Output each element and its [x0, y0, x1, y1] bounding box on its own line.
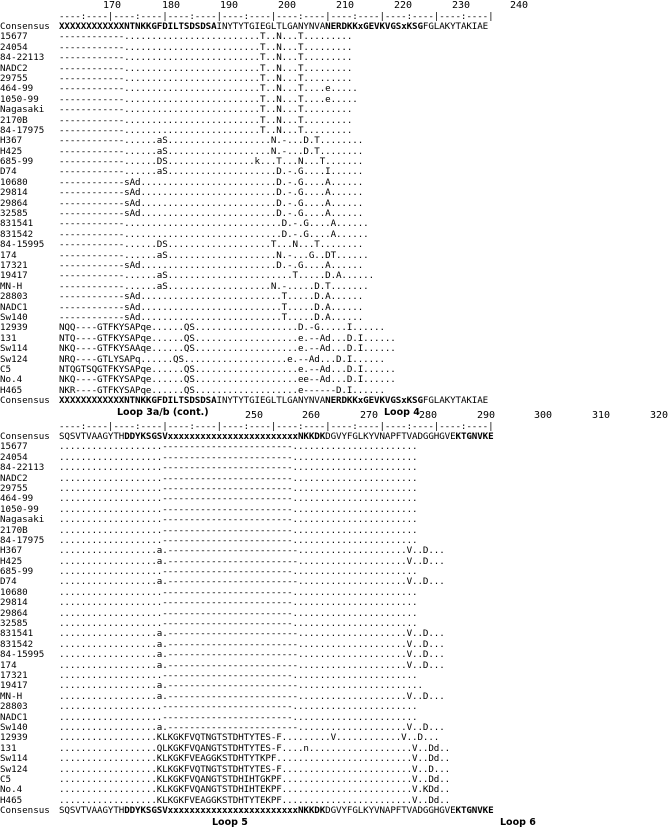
sequence-name: 24054 — [0, 41, 28, 53]
loop-label: Loop 3a/b (cont.) — [117, 407, 209, 419]
sequence-name: 2170B — [0, 524, 28, 536]
sequence-residues: ------------.............................D.-.G....A...... — [59, 218, 369, 230]
ruler-label: 280 — [418, 410, 438, 421]
sequence-row — [0, 292, 536, 302]
sequence-residues: ..................KLKGKFVQTNGTSTDHTYTES-F........................V..D... — [59, 763, 451, 775]
sequence-name: H425 — [0, 145, 23, 157]
sequence-name: 685-99 — [0, 566, 34, 578]
sequence-residues: ..................QLKGKFVQANGTSTDHTYTES-F....n...................V..Dd.. — [59, 742, 451, 754]
sequence-name: Sw124 — [0, 763, 28, 775]
sequence-residues: ------------.........................T..N...T......... — [59, 52, 353, 64]
sequence-residues: ...................------------------------....................... — [59, 534, 418, 546]
sequence-residues: ------------.........................T..N...T......... — [59, 31, 353, 43]
sequence-name: No.4 — [0, 784, 23, 796]
sequence-residues: ..................KLKGKFVQTNGTSTDHTYTES-F.........V............V..D... — [59, 732, 440, 744]
sequence-name: NADC2 — [0, 472, 28, 484]
sequence-rows — [0, 32, 536, 396]
sequence-residues: ..................a.------------------------....................V..D... — [59, 721, 445, 733]
loop-label: Loop 4 — [384, 407, 420, 419]
ruler-label: 170 — [102, 0, 122, 11]
sequence-name: 32585 — [0, 208, 28, 220]
sequence-residues: NKR----GTFKYSAPqe......QS...................e------D.I...... — [59, 384, 385, 396]
sequence-name: 831542 — [0, 638, 34, 650]
sequence-residues: ...................------------------------....................... — [59, 701, 418, 713]
ruler-label: 250 — [244, 410, 264, 421]
sequence-name: 84-17975 — [0, 534, 45, 546]
sequence-residues: ------------.........................T..N...T......... — [59, 104, 353, 116]
sequence-row — [0, 344, 536, 354]
tick-line: ----:----|----:----|----:----|----:----|----:----|----:----|----:----|----:----| — [59, 11, 494, 22]
sequence-name: MN-H — [0, 280, 23, 292]
sequence-name: Nagasaki — [0, 514, 45, 526]
sequence-name: Sw114 — [0, 753, 28, 765]
consensus-row — [0, 806, 536, 816]
sequence-residues: ------------......aS...................N.-...D.T........ — [59, 135, 364, 147]
sequence-residues: ..................KLKGKFVQANGTSTDHIHTGKPF........................V..Dd.. — [59, 773, 451, 785]
sequence-name: H465 — [0, 384, 23, 396]
sequence-residues: ...................------------------------....................... — [59, 566, 418, 578]
sequence-name: 12939 — [0, 732, 28, 744]
sequence-residues: NTQ----GTFKYSAPqe......QS...................e.--Ad...D.I...... — [59, 332, 396, 344]
sequence-residues: NTQGTSQGTFKYSAPqe......QS...................e.--Ad...D.I...... — [59, 363, 396, 375]
sequence-residues: ..................KLKGKFVEAGGKSTDHTYTEKPF........................V..Dd.. — [59, 794, 451, 806]
position-ruler — [59, 410, 668, 422]
sequence-residues: ------------......aS.......................T.....D.A...... — [59, 270, 375, 282]
sequence-residues: ------------sAd.........................D.-.G....A...... — [59, 197, 364, 209]
sequence-residues: ..................a.------------------------....................V..D... — [59, 659, 445, 671]
sequence-residues: ------------......DS...................T...N...T........ — [59, 239, 364, 251]
sequence-name: 84-15995 — [0, 239, 45, 251]
consensus-sequence: SQSVTVAAGYTHDDYKSGSVxxxxxxxxxxxxxxxxxxxxxxxxNKKDKDGVYFGLKYVNAPFTVADGGHGVEKTGNVKE — [59, 431, 494, 442]
sequence-residues: ..................a.------------------------....................V..D... — [59, 649, 445, 661]
sequence-residues: ...................------------------------....................... — [59, 472, 418, 484]
sequence-name: C5 — [0, 773, 12, 785]
sequence-residues: ...................------------------------....................... — [59, 597, 418, 609]
loop-labels — [0, 816, 536, 830]
sequence-residues: ------------sAd.........................D.-.G....A...... — [59, 187, 364, 199]
sequence-name: 464-99 — [0, 493, 34, 505]
sequence-name: 2170B — [0, 114, 28, 126]
sequence-residues: ------------sAd.........................D.-.G....A...... — [59, 176, 364, 188]
sequence-residues: ------------......aS....................D.-.G....I...... — [59, 166, 364, 178]
sequence-name: 84-17975 — [0, 124, 45, 136]
sequence-residues: ...................------------------------....................... — [59, 524, 418, 536]
consensus-row — [0, 396, 536, 406]
sequence-name: 28803 — [0, 291, 28, 303]
position-ruler — [59, 0, 536, 12]
sequence-residues: ..................KLKGKFVQANGTSTDHIHTEKPF........................V.KDd.. — [59, 784, 451, 796]
sequence-name: Nagasaki — [0, 104, 45, 116]
sequence-name: 29755 — [0, 482, 28, 494]
sequence-residues: ------------......aS...................N.-.....D.T....... — [59, 280, 369, 292]
sequence-residues: ------------.........................T..N...T......... — [59, 72, 353, 84]
sequence-name: Consensus — [0, 395, 50, 407]
tick-line: ----:----|----:----|----:----|----:----|----:----|----:----|----:----|----:----| — [59, 421, 494, 432]
sequence-name: 15677 — [0, 31, 28, 43]
sequence-name: 10680 — [0, 586, 28, 598]
ruler-label: 220 — [393, 0, 413, 11]
sequence-name: 29864 — [0, 607, 28, 619]
sequence-name: 29814 — [0, 597, 28, 609]
sequence-residues: ------------sAd.........................D.-.G....A...... — [59, 208, 364, 220]
ruler-label: 310 — [591, 410, 611, 421]
sequence-residues: ------------.........................T..N...T......... — [59, 114, 353, 126]
ruler-label: 260 — [301, 410, 321, 421]
ruler-label: 190 — [219, 0, 239, 11]
sequence-residues: ..................a.------------------------....................V..D... — [59, 690, 445, 702]
loop-label: Loop 6 — [500, 817, 536, 829]
sequence-name: 19417 — [0, 270, 28, 282]
sequence-residues: ..................a.------------------------....................V..D... — [59, 638, 445, 650]
ruler-label: 300 — [533, 410, 553, 421]
sequence-residues: ...................------------------------....................... — [59, 618, 418, 630]
sequence-row — [0, 53, 536, 63]
sequence-name: NADC2 — [0, 62, 28, 74]
ruler-label: 200 — [277, 0, 297, 11]
sequence-name: No.4 — [0, 374, 23, 386]
sequence-residues: ..................a.------------------------....................... — [59, 680, 423, 692]
sequence-residues: ...................------------------------....................... — [59, 493, 418, 505]
sequence-residues: ..................a.------------------------....................V..D... — [59, 576, 445, 588]
sequence-name: 131 — [0, 742, 17, 754]
sequence-residues: ...................------------------------....................... — [59, 451, 418, 463]
sequence-rows — [0, 442, 536, 806]
sequence-residues: ------------sAd..........................T.....D.A...... — [59, 301, 364, 313]
sequence-name: D74 — [0, 576, 17, 588]
sequence-name: Sw140 — [0, 721, 28, 733]
sequence-name: H367 — [0, 135, 23, 147]
sequence-name: 1050-99 — [0, 503, 39, 515]
sequence-name: Consensus — [0, 805, 50, 817]
sequence-name: 12939 — [0, 322, 28, 334]
sequence-residues: ...................------------------------....................... — [59, 462, 418, 474]
sequence-residues: ------------.........................T..N...T....e..... — [59, 83, 358, 95]
sequence-name: MN-H — [0, 690, 23, 702]
sequence-residues: ...................------------------------....................... — [59, 586, 418, 598]
sequence-name: Sw114 — [0, 343, 28, 355]
sequence-name: 84-15995 — [0, 649, 45, 661]
sequence-residues: ------------.........................T..N...T......... — [59, 41, 353, 53]
sequence-residues: ..................a.------------------------....................V..D... — [59, 545, 445, 557]
sequence-residues: ------------.........................T..N...T......... — [59, 124, 353, 136]
sequence-name: 464-99 — [0, 83, 34, 95]
sequence-name: Consensus — [0, 21, 50, 32]
sequence-row — [0, 105, 536, 115]
sequence-residues: ...................------------------------....................... — [59, 514, 418, 526]
sequence-name: 24054 — [0, 451, 28, 463]
sequence-name: Sw124 — [0, 353, 28, 365]
sequence-name: 29755 — [0, 72, 28, 84]
sequence-residues: ..................KLKGKFVEAGGKSTDHTYTKPF.........................V..Dd.. — [59, 753, 451, 765]
sequence-name: D74 — [0, 166, 17, 178]
sequence-name: 84-22113 — [0, 52, 45, 64]
sequence-residues: ------------.............................D.-.G....A...... — [59, 228, 369, 240]
sequence-name: 28803 — [0, 701, 28, 713]
sequence-name: 10680 — [0, 176, 28, 188]
sequence-name: 84-22113 — [0, 462, 45, 474]
sequence-name: H367 — [0, 545, 23, 557]
sequence-name: H465 — [0, 794, 23, 806]
ruler-label: 290 — [476, 410, 496, 421]
sequence-name: H425 — [0, 555, 23, 567]
sequence-name: NADC1 — [0, 301, 28, 313]
sequence-row — [0, 754, 536, 764]
sequence-row — [0, 515, 536, 525]
sequence-residues: NQQ----GTFKYSAPqe......QS...................D.-G.....I...... — [59, 322, 385, 334]
sequence-residues: ...................------------------------....................... — [59, 607, 418, 619]
ruler-label: 210 — [335, 0, 355, 11]
sequence-name: 29814 — [0, 187, 28, 199]
sequence-residues: ------------.........................T..N...T......... — [59, 62, 353, 74]
sequence-residues: ------------sAd..........................T.....D.A...... — [59, 311, 364, 323]
alignment-block-2 — [0, 410, 668, 830]
sequence-residues: ...................------------------------....................... — [59, 669, 418, 681]
sequence-name: 17321 — [0, 669, 28, 681]
sequence-name: 29864 — [0, 197, 28, 209]
sequence-residues: ------------......DS................k...T...N...T....... — [59, 156, 364, 168]
consensus-sequence: XXXXXXXXXXXXNTNKKGFDILTSDSDSAINYTYTGIEGLTLGANYNVANERDKKxGEVKVGSxKSGFGLAKYTAKIAE — [59, 21, 489, 32]
sequence-residues: ..................a.------------------------....................V..D... — [59, 555, 445, 567]
ruler-label: 320 — [649, 410, 668, 421]
sequence-name: Consensus — [0, 431, 50, 442]
sequence-residues: NRQ----GTLYSAPq......QS...................e.--Ad...D.I...... — [59, 353, 385, 365]
consensus-sequence: SQSVTVAAGYTHDDYKSGSVxxxxxxxxxxxxxxxxxxxxxxxxNKKDKDGVYFGLKYVNAPFTVADGGHGVEKTGNVKE — [59, 805, 494, 817]
sequence-residues: ------------.........................T..N...T....e..... — [59, 93, 358, 105]
sequence-name: 1050-99 — [0, 93, 39, 105]
alignment-block-1 — [0, 0, 536, 420]
consensus-sequence: XXXXXXXXXXXXNTNKKGFDILTSDSDSAINYTYTGIEGLTLGANYNVANERDKKxGEVKVGSxKSGFGLAKYTAKIAE — [59, 395, 489, 407]
sequence-name: 17321 — [0, 259, 28, 271]
sequence-residues: ------------......aS....................N.-...G..DT...... — [59, 249, 369, 261]
sequence-row — [0, 702, 536, 712]
sequence-residues: NKQ----GTFKYSAAqe......QS...................e.--Ad...D.I...... — [59, 343, 396, 355]
ruler-label: 270 — [359, 410, 379, 421]
ruler-label: 230 — [451, 0, 471, 11]
sequence-name: 831541 — [0, 218, 34, 230]
sequence-residues: ..................a.------------------------....................V..D... — [59, 628, 445, 640]
sequence-residues: ...................------------------------....................... — [59, 482, 418, 494]
sequence-name: 15677 — [0, 441, 28, 453]
sequence-name: 685-99 — [0, 156, 34, 168]
loop-label: Loop 5 — [212, 817, 248, 829]
sequence-name: 831542 — [0, 228, 34, 240]
sequence-name: 831541 — [0, 628, 34, 640]
sequence-residues: ...................------------------------....................... — [59, 503, 418, 515]
sequence-name: Sw140 — [0, 311, 28, 323]
sequence-residues: ------------sAd.........................D.-.G....A...... — [59, 259, 364, 271]
sequence-residues: NKQ----GTFKYSAPqe......QS...................ee--Ad...D.I...... — [59, 374, 396, 386]
sequence-name: NADC1 — [0, 711, 28, 723]
sequence-row — [0, 463, 536, 473]
ruler-label: 240 — [509, 0, 529, 11]
sequence-name: 174 — [0, 249, 17, 261]
sequence-name: 32585 — [0, 618, 28, 630]
sequence-residues: ...................------------------------....................... — [59, 441, 418, 453]
ruler-label: 180 — [161, 0, 181, 11]
sequence-name: 19417 — [0, 680, 28, 692]
sequence-residues: ...................------------------------....................... — [59, 711, 418, 723]
sequence-name: 174 — [0, 659, 17, 671]
sequence-name: C5 — [0, 363, 12, 375]
sequence-residues: ------------sAd..........................T.....D.A...... — [59, 291, 364, 303]
sequence-residues: ------------......aS...................N.-...D.T........ — [59, 145, 364, 157]
sequence-name: 131 — [0, 332, 17, 344]
